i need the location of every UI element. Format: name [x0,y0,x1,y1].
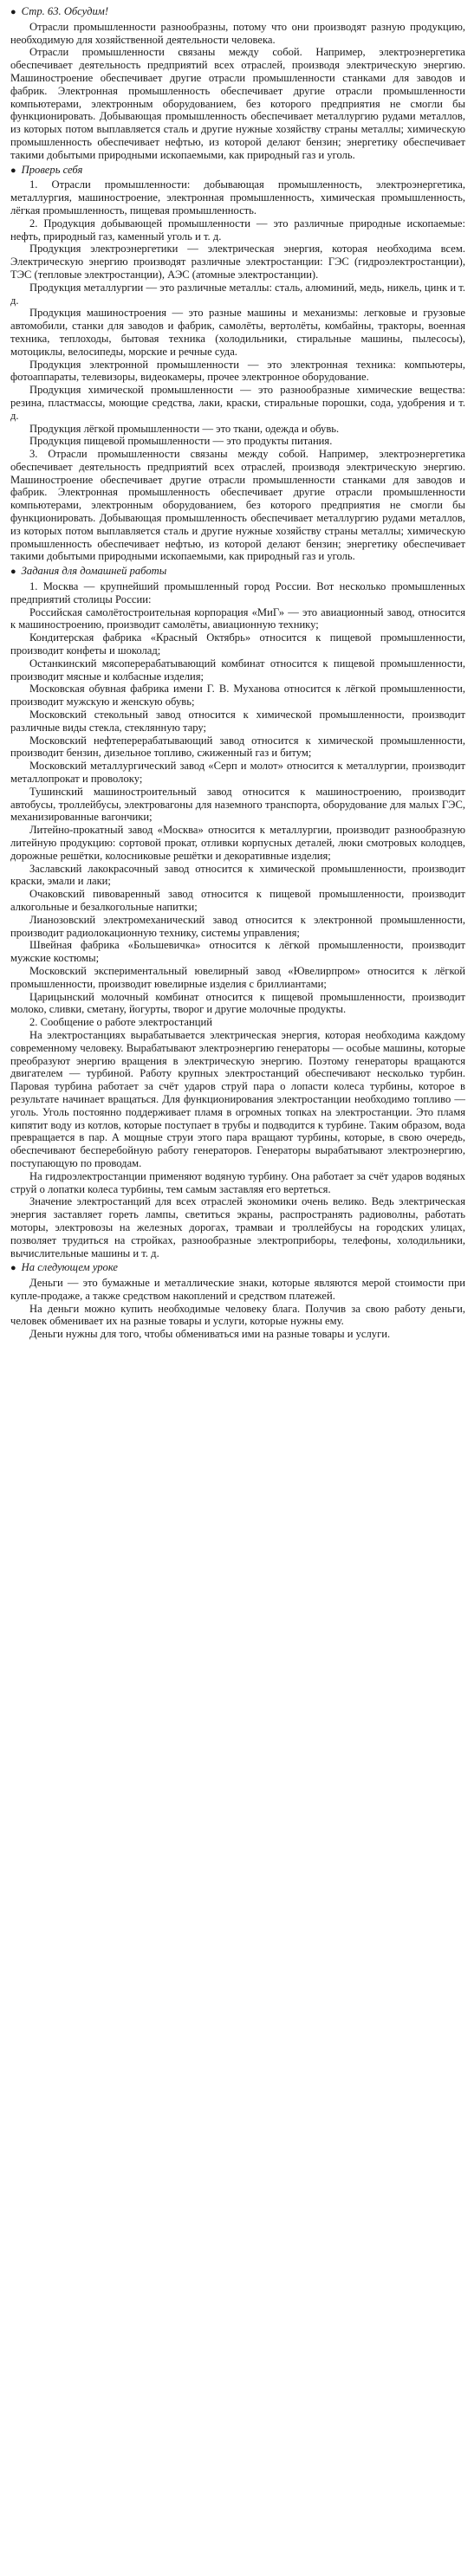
paragraph: Тушинский машиностроительный завод относится к машиностроению, производит автобусы, троллейбусы, электровагоны для наземного транспорта, оборудование для малых ГЭС, механизированные вагончики; [10,785,465,824]
heading-text: Стр. 63. Обсудим! [21,5,109,17]
section-heading [10,5,465,19]
paragraph: Московский стекольный завод относится к химической промышленности, производит различные виды стекла, стеклянную тару; [10,709,465,734]
paragraph: Московский металлургический завод «Серп и молот» относится к металлургии, производит металлопрокат и проволоку; [10,760,465,786]
bullet-icon: ● [10,7,16,17]
paragraph: Лианозовский электромеханический завод относится к электронной промышленности, производит радиолокационную технику, системы управления; [10,913,465,939]
heading-text: На следующем уроке [21,1261,119,1274]
section-homework [10,565,465,1259]
paragraph: Швейная фабрика «Большевичка» относится к лёгкой промышленности, производит мужские костюмы; [10,939,465,965]
section-self-check [10,164,465,564]
paragraph: На гидроэлектростанции применяют водяную турбину. Она работает за счёт ударов водяных струй о лопатки колеса турбины, тем самым заставляя его вертеться. [10,1169,465,1195]
paragraph: Продукция электроэнергетики — электрическая энергия, которая необходима всем. Электрическую энергию производят различные электростанции: ГЭС (гидроэлектростанции), ТЭС (тепловые электростанции), АЭС (атомные электростанции). [10,243,465,281]
paragraph: 1. Отрасли промышленности: добывающая промышленность, электроэнергетика, металлургия, машиностроение, электронная промышленность, химическая промышленность, лёгкая промышленность, пищевая промышленность. [10,178,465,217]
paragraph: Значение электростанций для всех отраслей экономики очень велико. Ведь электрическая энергия заставляет гореть лампы, светиться экраны, распространять радиоволны, работать моторы, электровозы на железных дорогах, трамваи и троллейбусы на городских улицах, позволяет трудиться на стройках, разнообразные электроприборы, телефоны, холодильники, вычислительные машины и т. д. [10,1195,465,1259]
paragraph: 1. Москва — крупнейший промышленный город России. Вот несколько промышленных предприятий столицы России: [10,580,465,605]
section-heading [10,1261,465,1275]
paragraph: Останкинский мясоперерабатывающий комбинат относится к пищевой промышленности, производит мясные и колбасные изделия; [10,657,465,683]
paragraph: Российская самолётостроительная корпорация «МиГ» — это авиационный завод, относится к машиностроению, производит самолёты, авиационную технику; [10,605,465,631]
paragraph: Отрасли промышленности связаны между собой. Например, электроэнергетика обеспечивает деятельность предприятий всех отраслей, производя электрическую энергию. Машиностроение обеспечивает другие отрасли промышленности станками для заводов и фабрик. Электронная промышленность обеспечивает другие отрасли промышленности компьютерами, электронным оборудованием, без которого предприятия не смогли бы функционировать. Добывающая промышленность обеспечивает металлургию рудами металлов, из которых потом выплавляется сталь и другие нужные хозяйству страны металлы; химическую промышленность обеспечивает нефтью, из которой делают бензин; энергетику обеспечивает такими добытыми природными ископаемыми, как природный газ и уголь. [10,46,465,161]
paragraph: Продукция машиностроения — это разные машины и механизмы: легковые и грузовые автомобили, станки для заводов и фабрик, самолёты, вертолёты, комбайны, тракторы, военная техника, теплоходы, бытовая техника (холодильники, стиральные машины, пылесосы), мотоциклы, велосипеды, морские и речные суда. [10,307,465,358]
bullet-icon: ● [10,566,16,578]
section-heading [10,565,465,579]
paragraph: Московский нефтеперерабатывающий завод относится к химической промышленности, производит бензин, дизельное топливо, сжиженный газ и битум; [10,734,465,760]
paragraph: Продукция химической промышленности — это разнообразные химические вещества: резина, пластмассы, моющие средства, лаки, краски, стиральные порошки, сода, удобрения и т. д. [10,384,465,422]
paragraph: Литейно-прокатный завод «Москва» относится к металлургии, производит разнообразную литейную продукцию: сортовой прокат, отливки корпусных деталей, люки смотровых колодцев, дорожные решётки, колосниковые решётки и декоративные изделия; [10,824,465,862]
paragraph: Отрасли промышленности разнообразны, потому что они производят разную продукцию, необходимую для хозяйственной деятельности человека. [10,20,465,46]
paragraph: 3. Отрасли промышленности связаны между собой. Например, электроэнергетика обеспечивает деятельность предприятий всех отраслей, производя электрическую энергию. Машиностроение обеспечивает другие отрасли промышленности станками для заводов и фабрик. Электронная промышленность обеспечивает другие отрасли промышленности компьютерами, электронным оборудованием, без которого предприятия не смогли бы функционировать. Добывающая промышленность обеспечивает металлургию рудами металлов, из которых потом выплавляется сталь и другие нужные хозяйству страны металлы; химическую промышленность обеспечивает нефтью, из которой делают бензин; энергетику обеспечивает такими добытыми природными ископаемыми, как природный газ и уголь. [10,448,465,563]
paragraph: Деньги — это бумажные и металлические знаки, которые являются мерой стоимости при купле-продаже, а также средством накоплений и средством платежей. [10,1277,465,1302]
paragraph: 2. Сообщение о работе электростанций [29,1016,212,1029]
heading-text: Проверь себя [21,163,83,176]
bullet-icon: ● [10,1263,16,1274]
paragraph: Московская обувная фабрика имени Г. В. Муханова относится к лёгкой промышленности, производит мужскую и женскую обувь; [10,683,465,709]
paragraph: На деньги можно купить необходимые человеку блага. Получив за свою работу деньги, человек обменивает их на разные товары и услуги, которые нужны ему. [10,1302,465,1328]
bullet-icon: ● [10,165,16,176]
section-heading [10,164,465,178]
paragraph: Продукция электронной промышленности — это электронная техника: компьютеры, фотоаппараты, телевизоры, видеокамеры, прочее электронное оборудование. [10,358,465,384]
paragraph: Очаковский пивоваренный завод относится к пищевой промышленности, производит алкогольные и безалкогольные напитки; [10,888,465,913]
paragraph: Продукция лёгкой промышленности — это ткани, одежда и обувь. [29,422,340,435]
paragraph: Продукция пищевой промышленности — это продукты питания. [29,435,333,448]
paragraph: 2. Продукция добывающей промышленности — это различные природные ископаемые: нефть, природный газ, каменный уголь и т. д. [10,217,465,243]
paragraph: Продукция металлургии — это различные металлы: сталь, алюминий, медь, никель, цинк и т. д. [10,281,465,307]
section-next-lesson [10,1261,465,1341]
paragraph: Деньги нужны для того, чтобы обмениваться ими на разные товары и услуги. [29,1328,391,1341]
heading-text: Задания для домашней работы [21,565,167,578]
paragraph: Заславский лакокрасочный завод относится к химической промышленности, производит краски, эмали и лаки; [10,862,465,888]
paragraph: Кондитерская фабрика «Красный Октябрь» относится к пищевой промышленности, производит конфеты и шоколад; [10,631,465,657]
paragraph: Московский экспериментальный ювелирный завод «Ювелирпром» относится к лёгкой промышленности, производит ювелирные изделия с бриллиантами; [10,964,465,990]
paragraph: Царицынский молочный комбинат относится к пищевой промышленности, производит молоко, сливки, сметану, йогурты, творог и другие молочные продукты. [10,990,465,1016]
section-discuss [10,5,465,162]
paragraph: На электростанциях вырабатывается электрическая энергия, которая необходима каждому современному человеку. Вырабатывают электроэнергию генераторы — особые машины, которые преобразуют энергию вращения в электрическую энергию. Поэтому генераторы вращаются двигателем — турбиной. Работу крупных электростанций обеспечивают несколько турбин. Паровая турбина работает за счёт ударов струй пара о лопасти колеса турбины, которое в результате начинает вращаться. Для функционирования электростанции необходимо топливо — уголь. Уголь постоянно поддерживает пламя в огромных топках на электростанции. Это пламя кипятит воду из котлов, которые поступает в трубы и подводится к турбине. Таким образом, вода превращается в пар. А мощные струи этого пара вращают турбины, которые, в свою очередь, обеспечивают бесперебойную работу генераторов. Генераторы вырабатывают электроэнергию, поступающую по проводам. [10,1028,465,1169]
